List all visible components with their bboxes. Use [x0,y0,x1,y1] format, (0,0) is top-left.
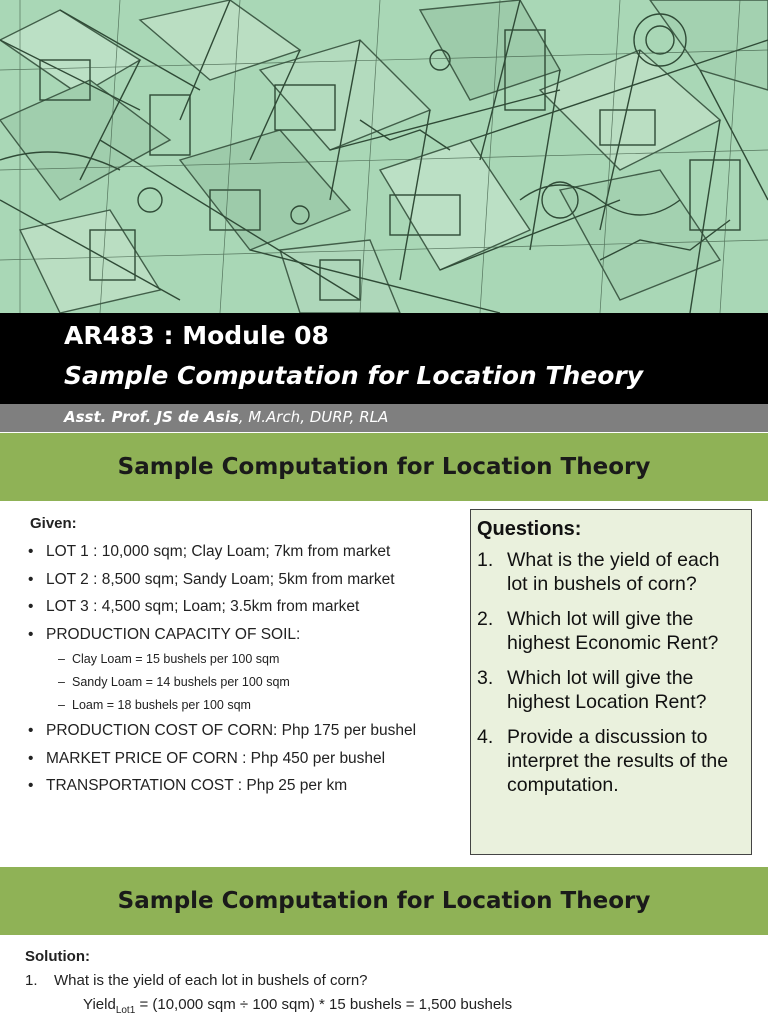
given-capacity-loam: – Loam = 18 bushels per 100 sqm [30,694,460,717]
question-text: Which lot will give the highest Economic Rent? [507,608,719,654]
formula-subscript: Lot1 [115,1005,136,1016]
solution-question-number: 1. [25,972,38,989]
question-item-2 [477,607,743,655]
given-market-price: • MARKET PRICE OF CORN : Php 450 per bushel [30,745,460,773]
questions-box [470,509,752,855]
question-number: 4. [477,726,494,748]
title-band [0,313,768,404]
given-lot-1: • LOT 1 : 10,000 sqm; Clay Loam; 7km from market [30,538,460,566]
given-capacity-sandy-loam: – Sandy Loam = 14 bushels per 100 sqm [30,671,460,694]
given-lot-2: • LOT 2 : 8,500 sqm; Sandy Loam; 5km from market [30,566,460,594]
solution-label: Solution: [25,948,90,965]
question-number: 2. [477,608,494,630]
formula-lhs: Yield [83,996,116,1013]
hero-city-illustration [0,0,768,313]
given-label: Given: [30,515,77,532]
section-title-2: Sample Computation for Location Theory [117,888,651,914]
given-capacity-clay-loam: – Clay Loam = 15 bushels per 100 sqm [30,648,460,671]
questions-list [477,548,743,797]
question-text: What is the yield of each lot in bushels of corn? [507,549,720,595]
solution-panel [25,948,745,1016]
author-credentials: , M.Arch, DURP, RLA [238,408,389,426]
section-header-1 [0,433,768,501]
module-subtitle: Sample Computation for Location Theory [64,361,644,390]
yield-formula [25,996,745,1016]
formula-rhs: = (10,000 sqm ÷ 100 sqm) * 15 bushels = 1,500 bushels [135,996,513,1013]
given-lot-3: • LOT 3 : 4,500 sqm; Loam; 3.5km from market [30,593,460,621]
given-capacity-label: • PRODUCTION CAPACITY OF SOIL: [30,621,460,649]
author-name: Asst. Prof. JS de Asis [64,408,239,426]
module-title: AR483 : Module 08 [64,321,329,350]
section-header-2 [0,867,768,935]
given-transportation-cost: • TRANSPORTATION COST : Php 25 per km [30,772,460,800]
question-number: 1. [477,549,494,571]
question-text: Which lot will give the highest Location Rent? [507,667,707,713]
given-production-cost: • PRODUCTION COST OF CORN: Php 175 per bushel [30,717,460,745]
given-list [30,538,460,800]
solution-question [25,972,745,989]
section-title-1: Sample Computation for Location Theory [117,454,651,480]
solution-question-text: What is the yield of each lot in bushels of corn? [54,972,368,989]
author-band [0,404,768,432]
given-panel [30,515,460,800]
question-item-1 [477,548,743,596]
question-number: 3. [477,667,494,689]
question-text: Provide a discussion to interpret the results of the computation. [507,726,729,796]
question-item-4 [477,725,743,797]
questions-title: Questions: [477,518,582,540]
question-item-3 [477,666,743,714]
